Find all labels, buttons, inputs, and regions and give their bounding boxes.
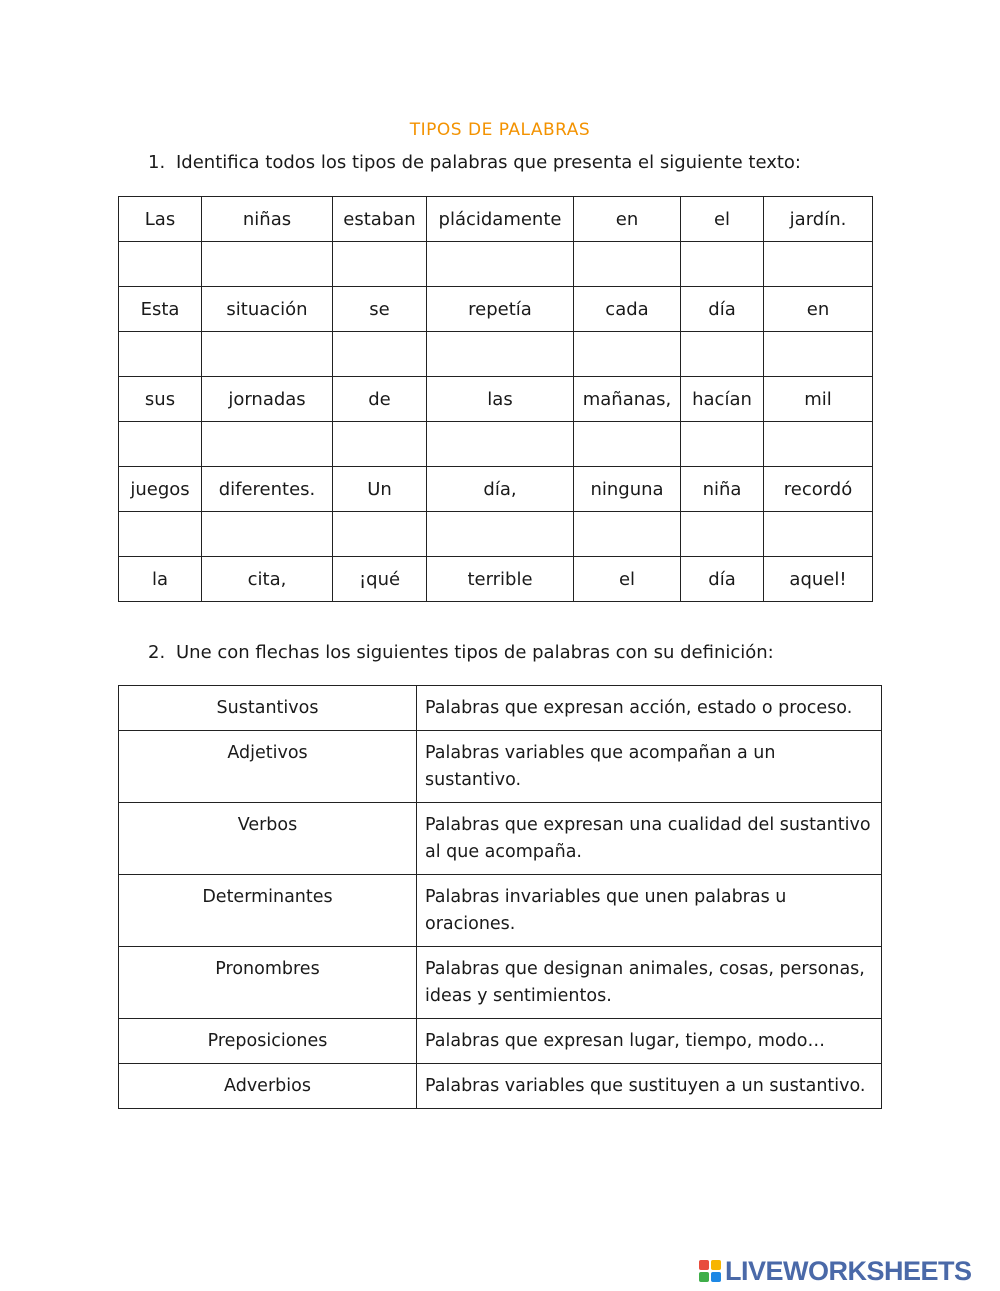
word-row xyxy=(119,467,873,512)
word-cell: cada xyxy=(574,287,681,332)
answer-cell[interactable] xyxy=(119,332,202,377)
answer-cell[interactable] xyxy=(764,242,873,287)
word-row xyxy=(119,197,873,242)
definition-row xyxy=(119,947,882,1019)
word-cell: aquel! xyxy=(764,557,873,602)
definition-row xyxy=(119,803,882,875)
word-cell: mil xyxy=(764,377,873,422)
logo-blocks-icon xyxy=(699,1260,721,1282)
answer-cell[interactable] xyxy=(764,512,873,557)
word-cell: juegos xyxy=(119,467,202,512)
word-row xyxy=(119,287,873,332)
word-cell: día xyxy=(681,557,764,602)
answer-cell[interactable] xyxy=(681,332,764,377)
answer-row xyxy=(119,242,873,287)
answer-cell[interactable] xyxy=(333,242,427,287)
word-cell: jornadas xyxy=(202,377,333,422)
worksheet-title: TIPOS DE PALABRAS xyxy=(409,120,591,140)
word-row xyxy=(119,557,873,602)
question-1-text: Identifica todos los tipos de palabras que presenta el siguiente texto: xyxy=(176,152,801,173)
definition-row xyxy=(119,731,882,803)
answer-cell[interactable] xyxy=(427,512,574,557)
word-cell: Esta xyxy=(119,287,202,332)
answer-cell[interactable] xyxy=(119,422,202,467)
answer-cell[interactable] xyxy=(427,332,574,377)
word-cell: en xyxy=(574,197,681,242)
answer-row xyxy=(119,422,873,467)
word-cell: niñas xyxy=(202,197,333,242)
word-type-cell[interactable]: Adverbios xyxy=(119,1064,417,1109)
word-classification-table xyxy=(118,196,873,602)
word-type-cell[interactable]: Preposiciones xyxy=(119,1019,417,1064)
question-1-number: 1. xyxy=(148,152,166,173)
answer-cell[interactable] xyxy=(574,422,681,467)
word-type-cell[interactable]: Determinantes xyxy=(119,875,417,947)
word-type-cell[interactable]: Pronombres xyxy=(119,947,417,1019)
word-cell: Un xyxy=(333,467,427,512)
answer-cell[interactable] xyxy=(119,512,202,557)
word-cell: de xyxy=(333,377,427,422)
answer-cell[interactable] xyxy=(202,422,333,467)
answer-row xyxy=(119,512,873,557)
definition-cell[interactable]: Palabras que expresan una cualidad del sustantivo al que acompaña. xyxy=(417,803,882,875)
word-cell: ¡qué xyxy=(333,557,427,602)
word-cell: diferentes. xyxy=(202,467,333,512)
word-type-cell[interactable]: Sustantivos xyxy=(119,686,417,731)
word-type-cell[interactable]: Verbos xyxy=(119,803,417,875)
word-cell: hacían xyxy=(681,377,764,422)
definition-cell[interactable]: Palabras que designan animales, cosas, personas, ideas y sentimientos. xyxy=(417,947,882,1019)
word-cell: día xyxy=(681,287,764,332)
definition-cell[interactable]: Palabras variables que sustituyen a un sustantivo. xyxy=(417,1064,882,1109)
answer-cell[interactable] xyxy=(764,332,873,377)
answer-cell[interactable] xyxy=(681,512,764,557)
answer-cell[interactable] xyxy=(202,332,333,377)
answer-cell[interactable] xyxy=(202,242,333,287)
answer-cell[interactable] xyxy=(333,422,427,467)
liveworksheets-logo xyxy=(699,1256,972,1286)
word-cell: cita, xyxy=(202,557,333,602)
definition-row xyxy=(119,875,882,947)
word-cell: el xyxy=(574,557,681,602)
word-cell: Las xyxy=(119,197,202,242)
definition-cell[interactable]: Palabras que expresan acción, estado o proceso. xyxy=(417,686,882,731)
word-cell: se xyxy=(333,287,427,332)
word-cell: la xyxy=(119,557,202,602)
logo-block xyxy=(699,1260,709,1270)
word-cell: el xyxy=(681,197,764,242)
answer-cell[interactable] xyxy=(681,242,764,287)
logo-text: LIVEWORKSHEETS xyxy=(725,1255,972,1286)
question-2 xyxy=(148,642,774,663)
logo-block xyxy=(699,1272,709,1282)
word-cell: niña xyxy=(681,467,764,512)
question-1 xyxy=(148,152,801,173)
question-2-number: 2. xyxy=(148,642,166,663)
word-cell: sus xyxy=(119,377,202,422)
word-cell: mañanas, xyxy=(574,377,681,422)
word-cell: jardín. xyxy=(764,197,873,242)
answer-cell[interactable] xyxy=(574,512,681,557)
word-cell: situación xyxy=(202,287,333,332)
answer-cell[interactable] xyxy=(333,512,427,557)
answer-cell[interactable] xyxy=(764,422,873,467)
question-2-text: Une con flechas los siguientes tipos de palabras con su definición: xyxy=(176,642,774,663)
answer-cell[interactable] xyxy=(574,242,681,287)
word-row xyxy=(119,377,873,422)
word-cell: día, xyxy=(427,467,574,512)
definition-row xyxy=(119,1064,882,1109)
definition-matching-table xyxy=(118,685,882,1109)
word-cell: terrible xyxy=(427,557,574,602)
definition-cell[interactable]: Palabras variables que acompañan a un sustantivo. xyxy=(417,731,882,803)
word-cell: estaban xyxy=(333,197,427,242)
answer-cell[interactable] xyxy=(574,332,681,377)
word-type-cell[interactable]: Adjetivos xyxy=(119,731,417,803)
word-cell: plácidamente xyxy=(427,197,574,242)
definition-row xyxy=(119,1019,882,1064)
answer-cell[interactable] xyxy=(427,242,574,287)
definition-cell[interactable]: Palabras que expresan lugar, tiempo, modo… xyxy=(417,1019,882,1064)
logo-block xyxy=(711,1272,721,1282)
answer-cell[interactable] xyxy=(427,422,574,467)
word-cell: recordó xyxy=(764,467,873,512)
answer-cell[interactable] xyxy=(681,422,764,467)
definition-row xyxy=(119,686,882,731)
word-cell: repetía xyxy=(427,287,574,332)
answer-row xyxy=(119,332,873,377)
word-cell: ninguna xyxy=(574,467,681,512)
answer-cell[interactable] xyxy=(333,332,427,377)
answer-cell[interactable] xyxy=(202,512,333,557)
answer-cell[interactable] xyxy=(119,242,202,287)
logo-block xyxy=(711,1260,721,1270)
word-cell: en xyxy=(764,287,873,332)
word-cell: las xyxy=(427,377,574,422)
definition-cell[interactable]: Palabras invariables que unen palabras u oraciones. xyxy=(417,875,882,947)
